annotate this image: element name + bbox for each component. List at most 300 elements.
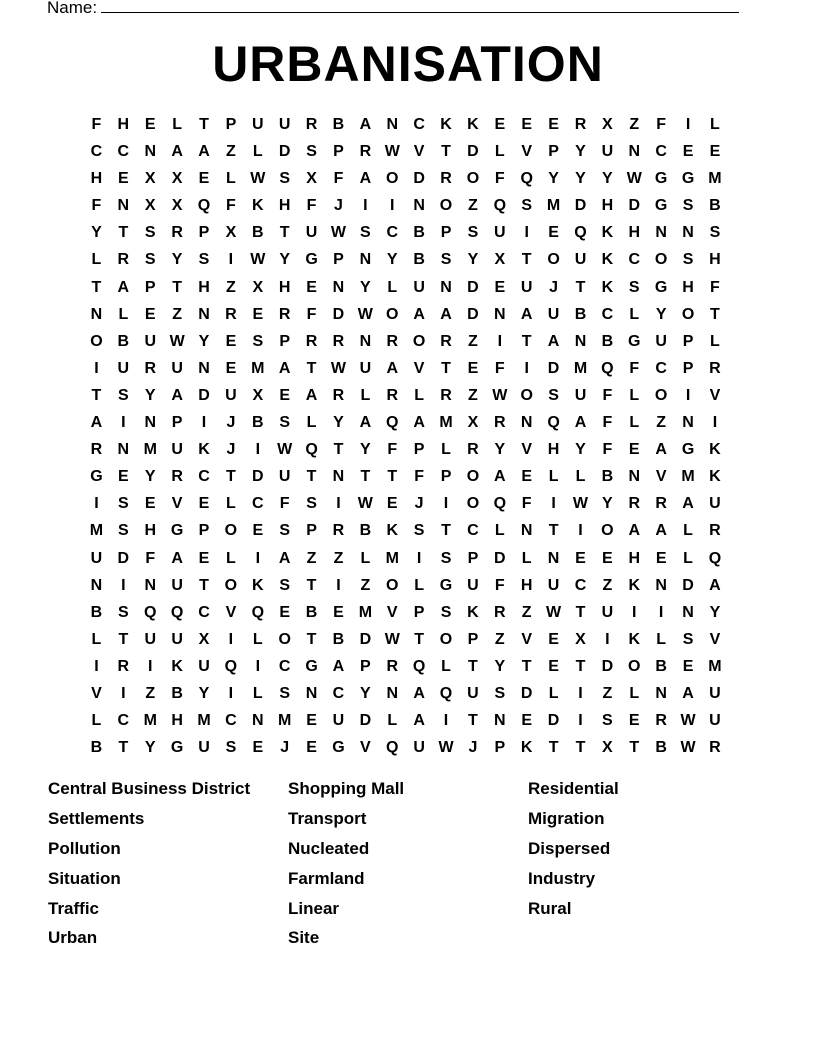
grid-cell[interactable]: B [709,197,721,215]
grid-cell[interactable]: S [118,386,129,404]
grid-cell[interactable]: H [198,278,210,296]
grid-cell[interactable]: U [547,576,560,594]
grid-cell[interactable]: W [680,739,696,757]
grid-cell[interactable]: N [332,468,345,486]
grid-cell[interactable]: E [494,116,506,133]
grid-cell[interactable]: D [467,143,479,161]
grid-cell[interactable]: E [709,143,721,161]
grid-cell[interactable]: B [359,522,372,540]
grid-cell[interactable]: N [144,143,156,161]
grid-cell[interactable]: R [332,332,345,350]
grid-cell[interactable]: Y [548,170,559,188]
grid-cell[interactable]: R [359,143,372,161]
grid-cell[interactable]: I [390,197,395,215]
grid-cell[interactable]: R [709,739,721,757]
grid-cell[interactable]: A [628,522,641,540]
grid-cell[interactable]: O [601,522,614,540]
grid-cell[interactable]: N [574,332,587,350]
grid-cell[interactable]: E [306,739,317,757]
grid-cell[interactable]: E [252,305,264,323]
grid-cell[interactable]: X [602,116,613,133]
grid-cell[interactable]: R [494,603,506,621]
grid-cell[interactable]: S [467,224,479,242]
grid-cell[interactable]: B [332,630,345,648]
grid-cell[interactable]: I [578,712,583,730]
grid-cell[interactable]: X [467,414,479,432]
grid-cell[interactable]: I [685,116,691,133]
grid-cell[interactable]: N [682,603,694,621]
grid-cell[interactable]: J [226,441,236,459]
grid-cell[interactable]: I [148,657,153,675]
grid-cell[interactable]: M [681,468,695,486]
grid-cell[interactable]: L [710,116,720,133]
grid-cell[interactable]: L [521,549,532,567]
grid-cell[interactable]: O [466,495,480,513]
grid-cell[interactable]: Y [575,170,586,188]
grid-cell[interactable]: F [91,116,102,133]
grid-cell[interactable]: D [682,576,694,594]
grid-cell[interactable]: A [655,441,667,459]
grid-cell[interactable]: M [573,359,588,377]
grid-cell[interactable]: N [305,684,318,702]
grid-cell[interactable]: I [632,603,637,621]
grid-cell[interactable]: X [252,386,264,404]
grid-cell[interactable]: R [386,332,399,350]
grid-cell[interactable]: U [467,684,479,702]
grid-cell[interactable]: Y [655,305,667,323]
grid-cell[interactable]: J [280,739,290,757]
grid-cell[interactable]: C [601,305,614,323]
grid-cell[interactable]: T [414,630,425,648]
grid-cell[interactable]: P [440,224,452,242]
grid-cell[interactable]: R [305,116,318,133]
grid-cell[interactable]: O [547,251,560,269]
grid-cell[interactable]: Y [198,332,210,350]
grid-cell[interactable]: E [225,359,237,377]
grid-cell[interactable]: C [628,251,641,269]
grid-cell[interactable]: O [654,251,668,269]
grid-cell[interactable]: N [144,414,156,432]
grid-cell[interactable]: F [602,441,613,459]
grid-cell[interactable]: G [628,332,641,350]
grid-cell[interactable]: U [278,116,291,133]
grid-cell[interactable]: I [121,684,126,702]
grid-cell[interactable]: R [440,332,452,350]
grid-cell[interactable]: E [548,116,559,133]
grid-cell[interactable]: E [386,495,398,513]
grid-cell[interactable]: S [521,197,533,215]
grid-cell[interactable]: U [601,143,614,161]
grid-cell[interactable]: E [252,522,264,540]
grid-cell[interactable]: N [440,278,452,296]
grid-cell[interactable]: Q [601,359,614,377]
grid-cell[interactable]: A [171,143,183,161]
grid-cell[interactable]: T [468,712,478,730]
grid-cell[interactable]: C [467,522,479,540]
grid-cell[interactable]: E [521,712,533,730]
grid-cell[interactable]: I [443,712,449,730]
grid-cell[interactable]: T [306,359,317,377]
grid-cell[interactable]: S [279,522,291,540]
grid-cell[interactable]: B [90,739,103,757]
grid-cell[interactable]: I [336,495,341,513]
grid-cell[interactable]: Q [493,495,507,513]
grid-cell[interactable]: D [494,549,506,567]
grid-cell[interactable]: C [574,576,587,594]
grid-cell[interactable]: B [655,739,667,757]
grid-cell[interactable]: N [655,224,667,242]
grid-cell[interactable]: K [386,522,399,540]
grid-cell[interactable]: M [439,414,453,432]
grid-cell[interactable]: F [494,359,505,377]
grid-cell[interactable]: Q [493,197,507,215]
grid-cell[interactable]: K [709,468,721,486]
grid-cell[interactable]: W [546,603,562,621]
grid-cell[interactable]: K [520,739,533,757]
grid-cell[interactable]: C [332,684,345,702]
grid-cell[interactable]: N [359,251,372,269]
grid-cell[interactable]: V [521,630,533,648]
grid-cell[interactable]: A [413,712,425,730]
grid-cell[interactable]: S [628,278,640,296]
grid-cell[interactable]: J [549,278,559,296]
grid-cell[interactable]: A [682,495,694,513]
grid-cell[interactable]: F [602,386,613,404]
grid-cell[interactable]: S [144,224,156,242]
grid-cell[interactable]: M [358,603,373,621]
grid-cell[interactable]: I [121,414,126,432]
grid-cell[interactable]: L [226,170,236,188]
grid-cell[interactable]: J [468,739,478,757]
grid-cell[interactable]: A [359,116,372,133]
grid-cell[interactable]: Z [468,332,478,350]
grid-cell[interactable]: W [384,143,400,161]
grid-cell[interactable]: B [413,251,425,269]
grid-cell[interactable]: C [413,116,425,133]
grid-cell[interactable]: U [413,739,425,757]
grid-cell[interactable]: T [279,224,290,242]
grid-cell[interactable]: P [198,224,210,242]
grid-cell[interactable]: T [521,251,532,269]
grid-cell[interactable]: E [548,224,559,242]
grid-cell[interactable]: O [412,332,426,350]
grid-cell[interactable]: X [171,170,183,188]
grid-cell[interactable]: R [144,359,156,377]
grid-cell[interactable]: F [91,197,102,215]
grid-cell[interactable]: B [413,224,425,242]
grid-cell[interactable]: L [360,549,371,567]
grid-cell[interactable]: W [277,441,293,459]
grid-cell[interactable]: W [680,712,696,730]
grid-cell[interactable]: V [521,143,533,161]
grid-cell[interactable]: L [306,414,317,432]
grid-cell[interactable]: S [306,143,317,161]
grid-cell[interactable]: R [386,657,399,675]
grid-cell[interactable]: R [117,657,130,675]
grid-cell[interactable]: I [255,441,261,459]
grid-cell[interactable]: S [440,549,452,567]
grid-cell[interactable]: G [681,170,695,188]
grid-cell[interactable]: O [628,657,641,675]
grid-cell[interactable]: G [654,278,668,296]
grid-cell[interactable]: E [118,468,129,486]
grid-cell[interactable]: M [197,712,211,730]
grid-cell[interactable]: I [201,414,207,432]
grid-cell[interactable]: L [118,305,129,323]
grid-cell[interactable]: J [334,197,343,215]
grid-cell[interactable]: A [440,305,452,323]
grid-cell[interactable]: L [548,468,559,486]
grid-cell[interactable]: F [602,414,613,432]
grid-cell[interactable]: F [710,278,720,296]
grid-cell[interactable]: N [682,224,694,242]
grid-cell[interactable]: F [145,549,156,567]
grid-cell[interactable]: C [117,712,130,730]
grid-cell[interactable]: S [118,495,129,513]
grid-cell[interactable]: P [413,441,425,459]
grid-cell[interactable]: A [682,684,694,702]
grid-cell[interactable]: S [440,603,452,621]
grid-cell[interactable]: N [682,414,694,432]
grid-cell[interactable]: K [467,603,479,621]
grid-cell[interactable]: T [306,468,317,486]
grid-cell[interactable]: H [601,197,614,215]
grid-cell[interactable]: T [199,576,209,594]
grid-cell[interactable]: U [90,549,103,567]
grid-cell[interactable]: U [171,576,183,594]
grid-cell[interactable]: N [547,549,560,567]
grid-cell[interactable]: X [602,739,613,757]
grid-cell[interactable]: X [144,170,156,188]
grid-cell[interactable]: F [656,116,667,133]
grid-cell[interactable]: Y [360,278,371,296]
grid-cell[interactable]: H [278,278,291,296]
grid-cell[interactable]: N [628,468,641,486]
grid-cell[interactable]: M [143,712,157,730]
grid-cell[interactable]: F [226,197,236,215]
grid-cell[interactable]: Q [386,414,399,432]
grid-cell[interactable]: L [252,684,263,702]
grid-cell[interactable]: N [252,712,264,730]
grid-cell[interactable]: L [441,657,451,675]
grid-cell[interactable]: P [682,332,694,350]
grid-cell[interactable]: Q [144,603,157,621]
grid-cell[interactable]: W [169,332,185,350]
grid-cell[interactable]: R [332,522,345,540]
grid-cell[interactable]: I [94,495,99,513]
grid-cell[interactable]: L [172,116,182,133]
grid-cell[interactable]: T [226,468,236,486]
grid-cell[interactable]: H [278,197,291,215]
grid-cell[interactable]: N [628,143,641,161]
grid-cell[interactable]: S [548,386,559,404]
grid-cell[interactable]: O [466,170,480,188]
grid-cell[interactable]: W [357,305,373,323]
grid-cell[interactable]: I [228,251,234,269]
grid-cell[interactable]: I [497,332,503,350]
grid-cell[interactable]: G [654,170,668,188]
grid-cell[interactable]: A [413,684,425,702]
grid-cell[interactable]: N [332,278,345,296]
grid-cell[interactable]: U [305,224,318,242]
grid-cell[interactable]: Y [279,251,291,269]
grid-cell[interactable]: O [439,197,453,215]
grid-cell[interactable]: T [521,657,532,675]
grid-cell[interactable]: I [255,657,261,675]
grid-cell[interactable]: S [144,251,156,269]
grid-cell[interactable]: W [384,630,400,648]
grid-cell[interactable]: R [467,441,479,459]
grid-cell[interactable]: O [386,576,399,594]
grid-cell[interactable]: W [330,359,347,377]
grid-cell[interactable]: F [306,197,317,215]
grid-cell[interactable]: P [440,468,452,486]
grid-cell[interactable]: P [144,278,156,296]
grid-cell[interactable]: H [547,441,560,459]
grid-cell[interactable]: M [251,359,265,377]
grid-cell[interactable]: E [682,143,694,161]
grid-cell[interactable]: R [440,170,452,188]
grid-cell[interactable]: B [332,116,345,133]
grid-cell[interactable]: N [520,522,533,540]
grid-cell[interactable]: Y [333,414,344,432]
grid-cell[interactable]: C [278,657,291,675]
grid-cell[interactable]: N [655,684,667,702]
grid-cell[interactable]: P [682,359,694,377]
grid-cell[interactable]: B [601,468,614,486]
grid-cell[interactable]: E [682,657,694,675]
grid-cell[interactable]: D [359,630,372,648]
grid-cell[interactable]: A [520,305,533,323]
grid-cell[interactable]: V [413,359,425,377]
grid-cell[interactable]: A [386,359,399,377]
grid-cell[interactable]: I [578,684,583,702]
grid-cell[interactable]: D [547,359,560,377]
grid-cell[interactable]: X [144,197,156,215]
grid-cell[interactable]: P [548,143,559,161]
grid-cell[interactable]: L [91,712,102,730]
grid-cell[interactable]: N [655,576,667,594]
grid-cell[interactable]: R [655,495,667,513]
grid-cell[interactable]: V [360,739,371,757]
grid-cell[interactable]: A [494,468,506,486]
grid-cell[interactable]: K [440,116,452,133]
grid-cell[interactable]: F [333,170,344,188]
grid-cell[interactable]: E [575,549,586,567]
grid-cell[interactable]: Q [574,224,587,242]
grid-cell[interactable]: U [709,684,721,702]
grid-cell[interactable]: Y [198,684,210,702]
grid-cell[interactable]: O [90,332,103,350]
grid-cell[interactable]: Z [494,630,505,648]
grid-cell[interactable]: L [441,441,451,459]
grid-cell[interactable]: O [224,576,238,594]
grid-cell[interactable]: D [547,712,560,730]
grid-cell[interactable]: S [602,712,613,730]
grid-cell[interactable]: A [547,332,560,350]
grid-cell[interactable]: S [682,197,694,215]
grid-cell[interactable]: W [626,170,642,188]
grid-cell[interactable]: E [548,630,559,648]
grid-cell[interactable]: A [359,414,372,432]
grid-cell[interactable]: U [574,386,587,404]
grid-cell[interactable]: S [118,603,129,621]
grid-cell[interactable]: R [90,441,103,459]
grid-cell[interactable]: F [306,305,317,323]
grid-cell[interactable]: E [279,603,291,621]
grid-cell[interactable]: E [306,712,317,730]
grid-cell[interactable]: Y [494,657,506,675]
grid-cell[interactable]: T [548,739,559,757]
grid-cell[interactable]: Z [521,603,532,621]
grid-cell[interactable]: U [547,305,560,323]
grid-cell[interactable]: T [91,278,102,296]
grid-cell[interactable]: K [709,441,721,459]
grid-cell[interactable]: T [91,386,102,404]
grid-cell[interactable]: U [359,359,372,377]
grid-cell[interactable]: I [363,197,368,215]
grid-cell[interactable]: O [466,468,480,486]
grid-cell[interactable]: U [413,278,425,296]
grid-cell[interactable]: W [330,224,347,242]
grid-cell[interactable]: V [91,684,102,702]
grid-cell[interactable]: Y [467,251,479,269]
grid-cell[interactable]: R [709,359,721,377]
grid-cell[interactable]: J [226,414,236,432]
grid-cell[interactable]: N [90,305,103,323]
grid-cell[interactable]: T [575,278,586,296]
grid-cell[interactable]: Q [224,657,238,675]
grid-cell[interactable]: Y [360,684,371,702]
grid-cell[interactable]: I [94,657,99,675]
grid-cell[interactable]: G [681,441,695,459]
grid-cell[interactable]: M [546,197,561,215]
grid-cell[interactable]: A [171,386,183,404]
grid-cell[interactable]: L [91,251,102,269]
grid-cell[interactable]: A [655,522,667,540]
grid-cell[interactable]: K [628,576,641,594]
grid-cell[interactable]: O [386,170,399,188]
grid-cell[interactable]: Q [197,197,211,215]
grid-cell[interactable]: L [91,630,102,648]
grid-cell[interactable]: E [144,495,156,513]
grid-cell[interactable]: T [441,522,451,540]
grid-cell[interactable]: P [279,332,291,350]
grid-cell[interactable]: O [439,630,453,648]
grid-cell[interactable]: A [332,657,345,675]
grid-cell[interactable]: B [90,603,103,621]
grid-cell[interactable]: D [601,657,614,675]
grid-cell[interactable]: Y [494,441,506,459]
grid-cell[interactable]: U [171,441,183,459]
grid-cell[interactable]: W [572,495,589,513]
grid-cell[interactable]: A [574,414,587,432]
grid-cell[interactable]: T [360,468,371,486]
grid-cell[interactable]: T [118,630,129,648]
grid-cell[interactable]: S [440,251,452,269]
grid-cell[interactable]: W [438,739,454,757]
grid-cell[interactable]: U [225,386,237,404]
grid-cell[interactable]: J [414,495,424,513]
grid-cell[interactable]: M [278,712,292,730]
grid-cell[interactable]: Z [468,197,478,215]
grid-cell[interactable]: G [305,657,318,675]
grid-cell[interactable]: H [90,170,103,188]
grid-cell[interactable]: P [360,657,371,675]
grid-cell[interactable]: B [252,414,264,432]
grid-cell[interactable]: A [709,576,721,594]
grid-cell[interactable]: K [601,278,614,296]
